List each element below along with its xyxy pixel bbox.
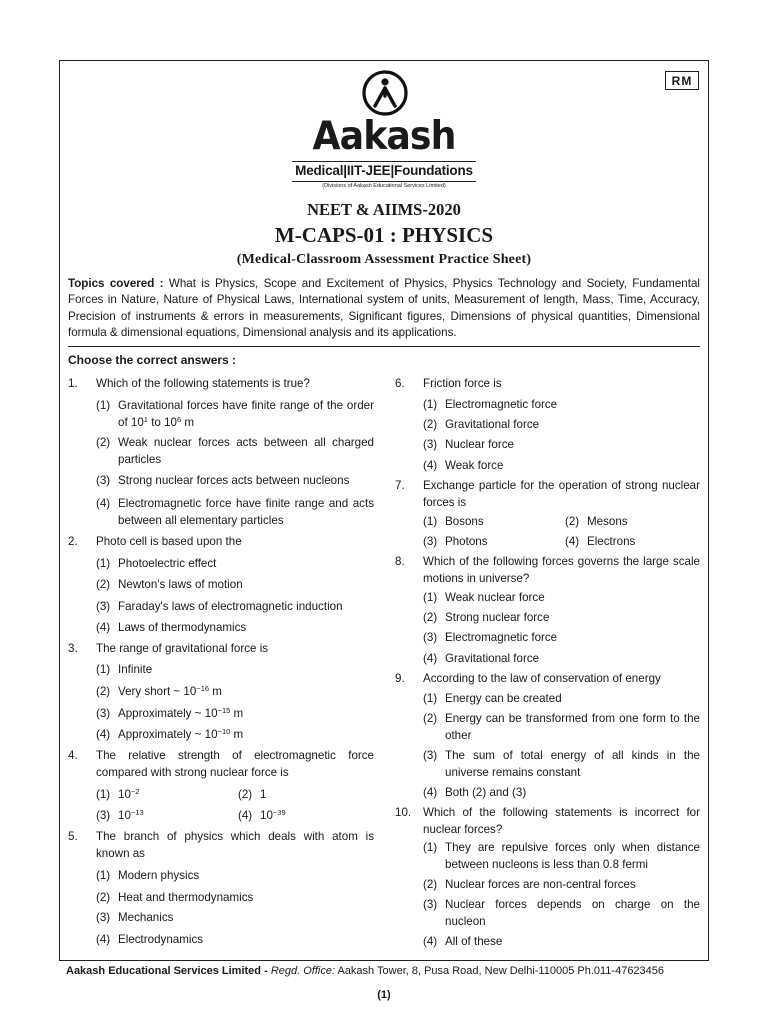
option-text: Mesons [587, 515, 628, 528]
logo-subtitle: (Divisions of Aakash Educational Services Limited) [322, 183, 446, 189]
option-text: Weak force [445, 459, 504, 472]
question-text: Which of the following statements is true? [96, 377, 310, 390]
sheet-title: M-CAPS-01 : PHYSICS [274, 223, 494, 247]
logo-tagline: Medical|IIT-JEE|Foundations [295, 163, 473, 178]
exam-heading: NEET & AIIMS-2020 [307, 200, 461, 219]
rm-badge: RM [665, 71, 699, 90]
option-number: (4) [238, 809, 253, 822]
option-number: (4) [423, 786, 438, 799]
question-text: Photo cell is based upon the [96, 535, 242, 548]
topics-covered [68, 276, 700, 342]
option-number: (2) [238, 788, 253, 801]
option-text: Photoelectric effect [118, 557, 217, 570]
question-text: According to the law of conservation of energy [423, 672, 661, 685]
option-text: $10^{-13}$ [118, 808, 144, 822]
question-text: Friction force is [423, 377, 502, 390]
option-number: (1) [423, 692, 438, 705]
option-number: (1) [96, 663, 111, 676]
option-number: (1) [423, 591, 438, 604]
option-number: (1) [96, 869, 111, 882]
option-text: The sum of total energy of all kinds in the universe remains constant [445, 749, 700, 779]
option-text: Photons [445, 535, 488, 548]
question-number: 7. [395, 479, 405, 492]
option-text: Modern physics [118, 869, 200, 882]
question-number: 9. [395, 672, 405, 685]
option-number: (1) [96, 788, 111, 801]
option-text: Energy can be transformed from one form to the other [445, 712, 700, 742]
option-text: Heat and thermodynamics [118, 891, 254, 904]
option-text: Approximately ~ $10^{-15}$ m [118, 706, 244, 720]
question-text: The branch of physics which deals with atom is known as [96, 830, 374, 860]
footer-address: Aakash Tower, 8, Pusa Road, New Delhi-110005 Ph.011-47623456 [337, 965, 665, 977]
option-number: (1) [96, 557, 111, 570]
option-number: (2) [423, 611, 438, 624]
sheet-subtitle: (Medical-Classroom Assessment Practice Sheet) [236, 252, 532, 267]
option-text: Strong nuclear forces acts between nucleons [118, 474, 350, 487]
page-number: (1) [377, 989, 391, 1001]
question-text: Which of the following statements is incorrect for nuclear forces? [423, 806, 700, 836]
option-number: (3) [423, 749, 438, 762]
option-text: Faraday's laws of electromagnetic induction [118, 600, 343, 613]
option-number: (3) [423, 631, 438, 644]
option-text: Weak nuclear force [445, 591, 545, 604]
option-text: Bosons [445, 515, 484, 528]
option-text: Very short ~ $10^{-16}$ m [118, 684, 222, 698]
option-number: (4) [423, 935, 438, 948]
question-text: The range of gravitational force is [96, 642, 269, 655]
option-text: All of these [445, 935, 503, 948]
option-number: (3) [96, 911, 111, 924]
option-text: $10^{-2}$ [118, 787, 140, 801]
option-number: (4) [423, 459, 438, 472]
option-text: Energy can be created [445, 692, 562, 705]
question-text: Which of the following forces governs the large scale motions in universe? [423, 555, 700, 585]
option-text: Weak nuclear forces acts between all charged particles [118, 436, 374, 466]
option-text: Nuclear forces are non-central forces [445, 878, 636, 891]
question-number: 4. [68, 749, 78, 762]
footer-company: Aakash Educational Services Limited - [66, 965, 268, 977]
option-number: (1) [423, 398, 438, 411]
option-number: (1) [423, 841, 438, 854]
option-text: Gravitational forces have finite range of the order of $10^1$ to $10^6$ m [118, 399, 374, 429]
option-text: Electromagnetic force [445, 631, 558, 644]
option-number: (2) [565, 515, 580, 528]
option-text: Electromagnetic force have finite range and acts between all elementary particles [118, 497, 374, 527]
option-number: (2) [96, 685, 111, 698]
question-number: 2. [68, 535, 78, 548]
option-number: (1) [423, 515, 438, 528]
option-text: Gravitational force [445, 652, 540, 665]
question-number: 10. [395, 806, 412, 819]
topics-text: What is Physics, Scope and Excitement of Physics, Physics Technology and Society, Fundamental Forces in Nature, Nature of Physical Laws, International system of units, Measurement of length, Mass, Time, Accuracy, Precision of instruments & errors in measurements, Significant figures, Dimensions of physical quantities, Dimensional formula & dimensional equations, Dimensional analysis and its applications. [68, 277, 700, 340]
logo-rule-top [292, 161, 476, 162]
topics-label: Topics covered : [68, 277, 164, 290]
option-number: (1) [96, 399, 111, 412]
question-text: The relative strength of electromagnetic force compared with strong nuclear force is [96, 749, 374, 779]
option-text: Infinite [118, 663, 153, 676]
option-number: (3) [96, 707, 111, 720]
option-text: Mechanics [118, 911, 174, 924]
option-number: (3) [96, 809, 111, 822]
instruction: Choose the correct answers : [68, 353, 237, 367]
option-text: 1 [260, 788, 267, 801]
logo-rule-bottom [292, 181, 476, 182]
option-number: (3) [96, 600, 111, 613]
option-text: Strong nuclear force [445, 611, 550, 624]
option-number: (4) [96, 728, 111, 741]
option-number: (2) [423, 712, 438, 725]
aakash-logo-icon [361, 69, 409, 117]
option-text: $10^{-39}$ [260, 808, 286, 822]
option-text: Electromagnetic force [445, 398, 558, 411]
option-text: Both (2) and (3) [445, 786, 527, 799]
option-text: Electrodynamics [118, 933, 204, 946]
option-number: (3) [96, 474, 111, 487]
option-text: They are repulsive forces only when distance between nucleons is less than 0.8 fermi [445, 841, 700, 871]
question-number: 1. [68, 377, 78, 390]
option-text: Nuclear forces depends on charge on the nucleon [445, 898, 700, 928]
question-number: 8. [395, 555, 405, 568]
option-number: (3) [423, 438, 438, 451]
option-number: (2) [96, 578, 111, 591]
footer [66, 965, 664, 977]
option-number: (4) [96, 497, 111, 510]
option-number: (4) [423, 652, 438, 665]
option-number: (2) [96, 436, 111, 449]
option-number: (2) [423, 878, 438, 891]
question-number: 5. [68, 830, 78, 843]
option-number: (3) [423, 898, 438, 911]
option-number: (4) [565, 535, 580, 548]
question-text: Exchange particle for the operation of strong nuclear forces is [423, 479, 700, 509]
option-text: Electrons [587, 535, 636, 548]
option-text: Gravitational force [445, 418, 540, 431]
option-number: (4) [96, 621, 111, 634]
option-text: Approximately ~ $10^{-10}$ m [118, 727, 244, 741]
question-number: 3. [68, 642, 78, 655]
option-text: Newton's laws of motion [118, 578, 243, 591]
question-number: 6. [395, 377, 405, 390]
section-divider [68, 346, 700, 347]
option-number: (4) [96, 933, 111, 946]
option-number: (3) [423, 535, 438, 548]
footer-regd-label: Regd. Office: [270, 965, 336, 977]
option-text: Laws of thermodynamics [118, 621, 247, 634]
option-number: (2) [96, 891, 111, 904]
option-text: Nuclear force [445, 438, 514, 451]
option-number: (2) [423, 418, 438, 431]
logo-wordmark: Aakash [312, 114, 456, 159]
